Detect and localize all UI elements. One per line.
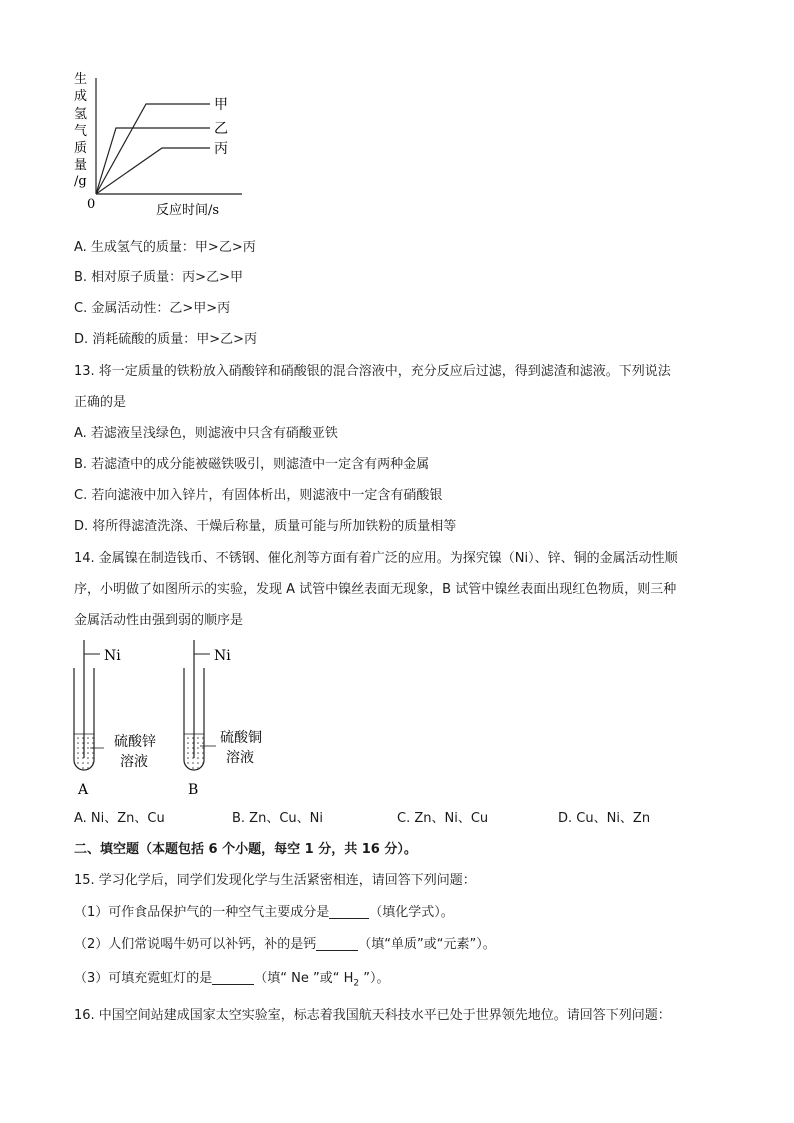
y-label-char: 生	[74, 72, 88, 87]
q12-option-d[interactable]: D. 消耗硫酸的质量：甲>乙>丙	[74, 332, 258, 347]
q15-part-3-hint: （填“ Ne ”或“ H	[254, 971, 354, 986]
q13-stem-line2: 正确的是	[74, 395, 127, 410]
line-label-jia: 甲	[214, 97, 228, 113]
q14-stem-line1: 14. 金属镍在制造钱币、不锈钢、催化剂等方面有着广泛的应用。为探究镍（Ni）、锌、铜的金属活动性顺	[74, 551, 678, 566]
q15-part-2-hint: （填“单质”或“元素”）。	[358, 937, 496, 952]
line-label-bing: 丙	[214, 141, 228, 157]
q15-part-1-prompt: （1）可作食品保护气的一种空气主要成分是	[74, 905, 330, 920]
q15-stem: 15. 学习化学后，同学们发现化学与生活紧密相连，请回答下列问题：	[74, 873, 476, 888]
q15-subscript: 2	[353, 978, 360, 989]
tube-label-a: A	[78, 782, 89, 798]
q13-option-a[interactable]: A. 若滤液呈浅绿色，则滤液中只含有硝酸亚铁	[74, 426, 338, 441]
q14-stem-line2: 序，小明做了如图所示的实验，发现 A 试管中镍丝表面无现象，B 试管中镍丝表面出现红色物质，则三种	[74, 582, 677, 597]
q13-option-c[interactable]: C. 若向滤液中加入锌片，有固体析出，则滤液中一定含有硝酸银	[74, 488, 443, 503]
q14-option-d[interactable]: D. Cu、Ni、Zn	[558, 811, 651, 826]
y-axis-label	[74, 71, 87, 189]
q14-stem-line3: 金属活动性由强到弱的顺序是	[74, 613, 244, 628]
q13-option-b[interactable]: B. 若滤渣中的成分能被磁铁吸引，则滤渣中一定含有两种金属	[74, 457, 430, 472]
hydrogen-mass-graph	[70, 68, 250, 220]
y-label-char: 氢	[74, 107, 88, 122]
q12-option-c[interactable]: C. 金属活动性：乙>甲>丙	[74, 301, 231, 316]
q14-option-c[interactable]: C. Zn、Ni、Cu	[397, 811, 489, 826]
line-jia	[96, 104, 210, 194]
q15-part-3	[74, 967, 390, 989]
y-label-char: /g	[74, 174, 87, 189]
q15-answer-blank-2[interactable]	[316, 936, 358, 951]
tube-label-b: B	[188, 782, 199, 798]
test-tube-experiment	[66, 636, 290, 800]
y-label-char: 成	[74, 89, 88, 104]
wire-label-b: Ni	[214, 648, 231, 664]
solution-label-a-line2: 溶液	[120, 754, 148, 770]
q14-option-b[interactable]: B. Zn、Cu、Ni	[232, 811, 323, 826]
q12-option-a[interactable]: A. 生成氢气的质量：甲>乙>丙	[74, 240, 256, 255]
test-tube-b	[184, 640, 262, 798]
q15-answer-blank-3[interactable]	[212, 970, 254, 985]
q15-part-1-hint: （填化学式）。	[369, 905, 454, 920]
y-label-char: 量	[74, 158, 88, 173]
q16-stem: 16. 中国空间站建成国家太空实验室，标志着我国航天科技水平已处于世界领先地位。请回答下列问题：	[74, 1008, 671, 1023]
solution-label-a-line1: 硫酸锌	[114, 734, 156, 750]
q15-part-2-prompt: （2）人们常说喝牛奶可以补钙，补的是钙	[74, 937, 317, 952]
q13-stem-line1: 13. 将一定质量的铁粉放入硝酸锌和硝酸银的混合溶液中，充分反应后过滤，得到滤渣和滤液。下列说法	[74, 364, 671, 379]
q12-option-b[interactable]: B. 相对原子质量：丙>乙>甲	[74, 270, 243, 285]
q15-part-2	[74, 933, 496, 952]
wire-label-a: Ni	[104, 648, 121, 664]
y-label-char: 质	[74, 141, 88, 156]
q15-part-3-hint-end: ”）。	[359, 971, 390, 986]
line-label-yi: 乙	[214, 121, 228, 137]
section-2-title: 二、填空题（本题包括 6 个小题，每空 1 分，共 16 分）。	[74, 842, 417, 857]
origin-label: 0	[87, 197, 96, 212]
test-tube-a	[74, 640, 156, 798]
q15-part-1	[74, 901, 454, 920]
line-bing	[96, 148, 210, 194]
solution-label-b-line2: 溶液	[226, 750, 254, 766]
x-axis-label: 反应时间/s	[156, 203, 220, 218]
solution-label-b-line1: 硫酸铜	[220, 730, 262, 746]
line-yi	[96, 128, 210, 194]
q14-option-a[interactable]: A. Ni、Zn、Cu	[74, 811, 165, 826]
q15-answer-blank-1[interactable]	[329, 904, 369, 919]
q15-part-3-prompt: （3）可填充霓虹灯的是	[74, 971, 213, 986]
q13-option-d[interactable]: D. 将所得滤渣洗涤、干燥后称量，质量可能与所加铁粉的质量相等	[74, 519, 457, 534]
y-label-char: 气	[74, 124, 88, 139]
